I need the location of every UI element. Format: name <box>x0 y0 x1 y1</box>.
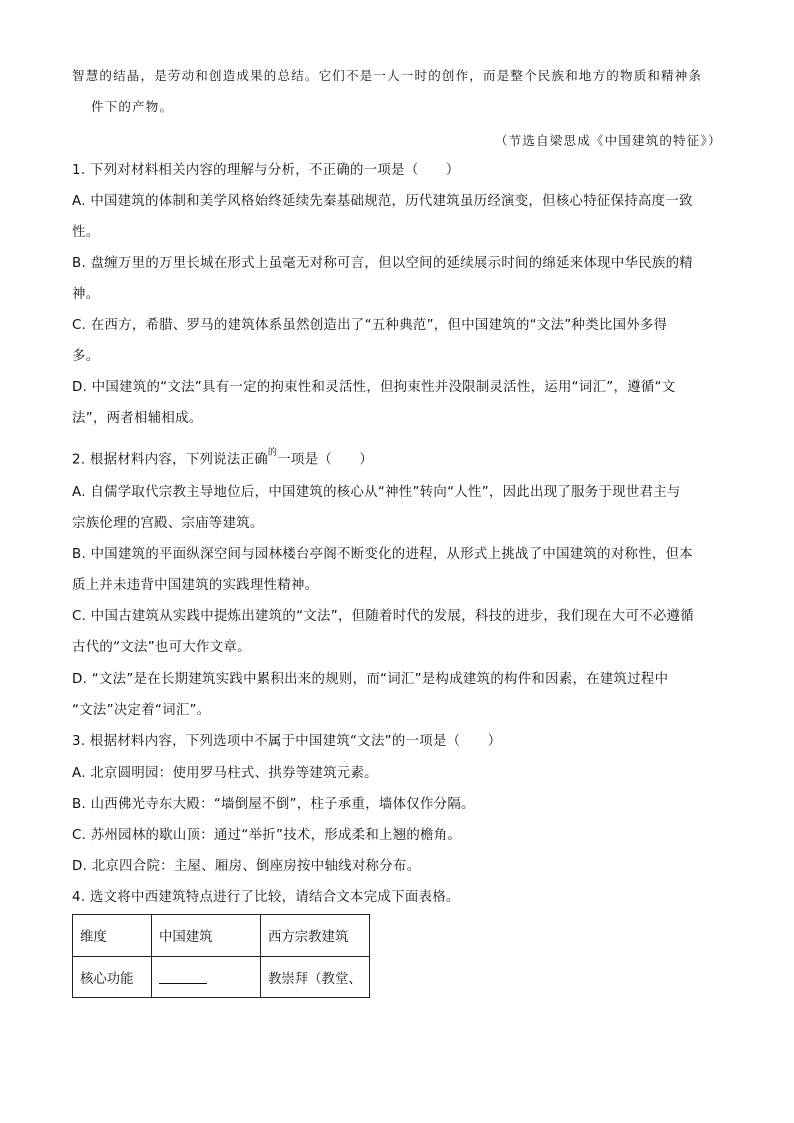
table-header-cell: 维度 <box>73 915 152 957</box>
q2-option-c: C. 中国古建筑从实践中提炼出建筑的“文法”，但随着时代的发展，科技的进步，我们现在大可不必遵循 <box>72 609 694 624</box>
table-cell: 教崇拜（教堂、 <box>261 957 370 998</box>
q3-option-c: C. 苏州园林的歇山顶：通过“举折”技术，形成柔和上翘的檐角。 <box>72 828 462 843</box>
table-header-cell: 中国建筑 <box>152 915 261 957</box>
q2-option-a-cont: 宗族伦理的宫殿、宗庙等建筑。 <box>72 516 264 531</box>
table-cell: 核心功能 <box>73 957 152 998</box>
q1-option-a: A. 中国建筑的体制和美学风格始终延续先秦基础规范，历代建筑虽历经演变，但核心特征保持高度一致 <box>72 194 693 209</box>
q3-option-b: B. 山西佛光寺东大殿：“墙倒屋不倒”，柱子承重，墙体仅作分隔。 <box>72 797 475 812</box>
q2-stem-superscript: 的 <box>267 448 278 458</box>
q1-option-a-cont: 性。 <box>72 225 100 240</box>
q3-option-a: A. 北京圆明园：使用罗马柱式、拱券等建筑元素。 <box>72 766 378 781</box>
passage-line-1: 智慧的结晶，是劳动和创造成果的总结。它们不是一人一时的创作，而是整个民族和地方的物质和精神条 <box>72 68 703 83</box>
passage-source: （节选自梁思成《中国建筑的特征》） <box>495 133 722 148</box>
table-header-row <box>73 915 370 957</box>
q1-option-c-cont: 多。 <box>72 349 100 364</box>
q1-stem: 1. 下列对材料相关内容的理解与分析，不正确的一项是（ ） <box>72 163 460 178</box>
q2-option-b-cont: 质上并未违背中国建筑的实践理性精神。 <box>72 578 319 593</box>
q2-option-b: B. 中国建筑的平面纵深空间与园林楼台亭阁不断变化的进程，从形式上挑战了中国建筑的对称性，但本 <box>72 547 693 562</box>
answer-blank[interactable] <box>159 969 207 984</box>
q2-stem <box>72 448 373 467</box>
q1-option-d: D. 中国建筑的“文法”具有一定的拘束性和灵活性，但拘束性并没限制灵活性，运用“词汇”，遵循“文 <box>72 380 676 395</box>
passage-line-2: 件下的产物。 <box>91 99 174 114</box>
q1-option-c: C. 在西方，希腊、罗马的建筑体系虽然创造出了“五种典范”，但中国建筑的“文法”种类比国外多得 <box>72 318 668 333</box>
q1-option-b: B. 盘缠万里的万里长城在形式上虽毫无对称可言，但以空间的延续展示时间的绵延来体现中华民族的精 <box>72 256 693 271</box>
q2-option-d-cont: “文法”决定着“词汇”。 <box>72 703 211 718</box>
table-header-cell: 西方宗教建筑 <box>261 915 370 957</box>
comparison-table <box>72 914 370 998</box>
table-cell-answer <box>152 957 261 998</box>
q2-option-d: D. “文法”是在长期建筑实践中累积出来的规则，而“词汇”是构成建筑的构件和因素，在建筑过程中 <box>72 672 669 687</box>
q1-option-d-cont: 法”，两者相辅相成。 <box>72 411 203 426</box>
q3-stem: 3. 根据材料内容，下列选项中不属于中国建筑“文法”的一项是（ ） <box>72 734 502 749</box>
q1-option-b-cont: 神。 <box>72 287 100 302</box>
q2-stem-part1: 2. 根据材料内容，下列说法正确 <box>72 452 268 468</box>
q4-stem: 4. 选文将中西建筑特点进行了比较，请结合文本完成下面表格。 <box>72 890 460 905</box>
q2-option-a: A. 自儒学取代宗教主导地位后，中国建筑的核心从“神性”转向“人性”，因此出现了服务于现世君主与 <box>72 485 681 500</box>
q2-stem-part2: 一项是（ ） <box>277 452 374 468</box>
q2-option-c-cont: 古代的“文法”也可大作文章。 <box>72 640 251 655</box>
table-row <box>73 957 370 998</box>
q3-option-d: D. 北京四合院：主屋、厢房、倒座房按中轴线对称分布。 <box>72 859 421 874</box>
